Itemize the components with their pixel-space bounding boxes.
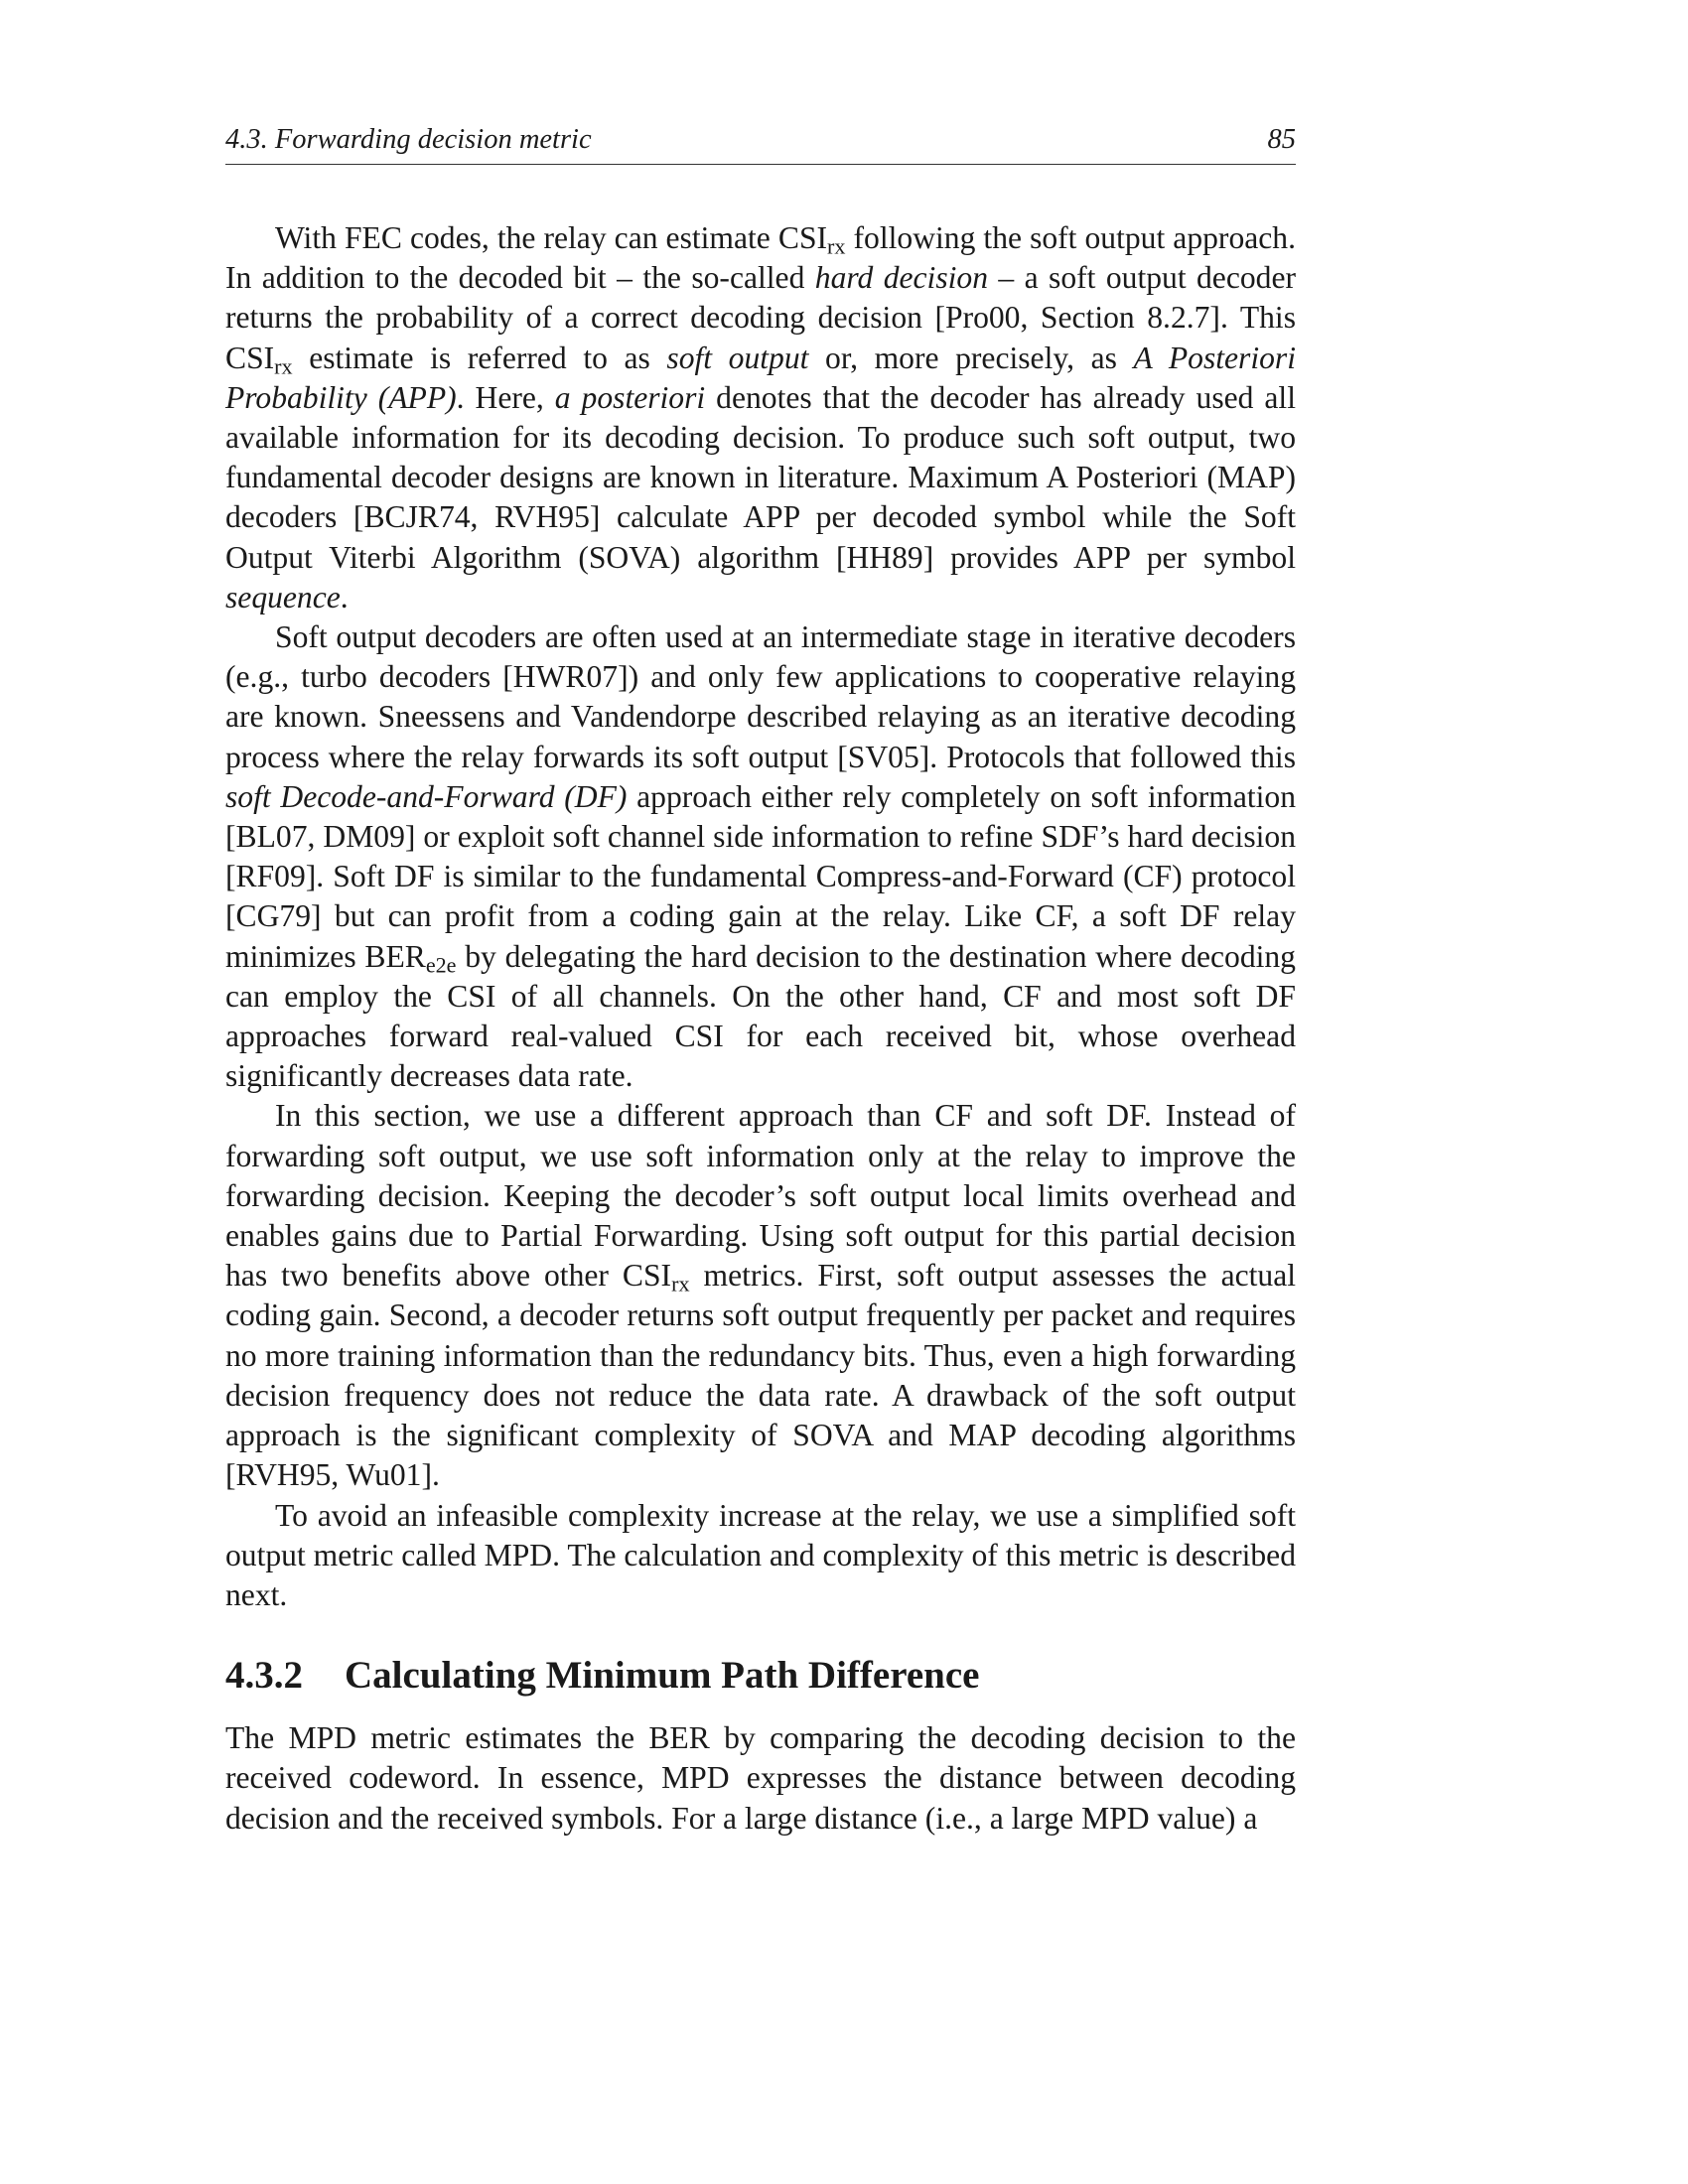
page-number: 85 [1267,124,1296,155]
subscript: rx [274,353,293,379]
text-run: – a soft output decoder returns the probability of a correct decoding decision [Pro00, Section 8.2.7]. This CSI [225,260,1296,375]
header-section-title: 4.3. Forwarding decision metric [225,124,592,155]
text-run: or, more precisely, as [808,340,1134,375]
text-run: The MPD metric estimates the BER by comparing the decoding decision to the received codeword. In essence, MPD expresses the distance between decoding decision and the received symbols. For a large distance (i.e., a large MPD value) a [225,1720,1296,1836]
body-text [225,218,1296,1839]
text-run: . [340,579,349,614]
text-run: To avoid an infeasible complexity increase at the relay, we use a simplified soft output metric called MPD. The calculation and complexity of this metric is described next. [225,1497,1296,1612]
text-run: estimate is referred to as [292,340,667,375]
paragraph-5 [225,1718,1296,1839]
subscript: rx [671,1271,690,1297]
paragraph-1 [225,218,1296,617]
subscript: e2e [425,952,457,978]
text-run: denotes that the decoder has already used all available information for its decoding decision. To produce such soft output, two fundamental decoder designs are known in literature. Maximum A Posteriori (MAP) decoders [BCJR74, RVH95] calculate APP per decoded symbol while the Soft Output Viterbi Algorithm (SOVA) algorithm [HH89] provides APP per symbol [225,379,1296,575]
running-header [225,124,1296,165]
text-run: With FEC codes, the relay can estimate CSI [275,220,828,255]
text-run: approach either rely completely on soft information [BL07, DM09] or exploit soft channel side information to refine SDF’s hard decision [RF09]. Soft DF is similar to the fundamental Compress-and-Forward (CF) protocol [CG79] but can profit from a coding gain at the relay. Like CF, a soft DF relay minimizes BER [225,778,1296,974]
italic-term: soft output [666,340,809,375]
italic-term: sequence [225,579,341,614]
text-run: by delegating the hard decision to the destination where decoding can employ the CSI of all channels. On the other hand, CF and most soft DF approaches forward real-valued CSI for each received bit, whose overhead significantly decreases data rate. [225,938,1296,1094]
text-run: . Here, [456,379,555,415]
paragraph-3 [225,1096,1296,1495]
italic-term: A Posteriori Probability (APP) [225,340,1296,415]
text-run: In this section, we use a different approach than CF and soft DF. Instead of forwarding soft output, we use soft information only at the relay to improve the forwarding decision. Keeping the decoder’s soft output local limits overhead and enables gains due to Partial Forwarding. Using soft output for this partial decision has two benefits above other CSI [225,1098,1296,1294]
section-number: 4.3.2 [225,1654,303,1698]
italic-term: hard decision [814,260,988,296]
section-title: Calculating Minimum Path Difference [345,1654,980,1698]
section-heading [225,1653,1296,1699]
text-run: metrics. First, soft output assesses the actual coding gain. Second, a decoder returns soft output frequently per packet and requires no more training information than the redundancy bits. Thus, even a high forwarding decision frequency does not reduce the data rate. A drawback of the soft output approach is the significant complexity of SOVA and MAP decoding algorithms [RVH95, Wu01]. [225,1258,1296,1493]
subscript: rx [827,233,846,259]
italic-term: soft Decode-and-Forward (DF) [225,778,628,814]
paragraph-2 [225,617,1296,1096]
italic-term: a posteriori [554,379,706,415]
paragraph-4 [225,1496,1296,1616]
text-run: Soft output decoders are often used at an intermediate stage in iterative decoders (e.g., turbo decoders [HWR07]) and only few applications to cooperative relaying are known. Sneessens and Vandendorpe described relaying as an iterative decoding process where the relay forwards its soft output [SV05]. Protocols that followed this [225,619,1296,774]
text-run: following the soft output approach. In addition to the decoded bit – the so-called [225,220,1296,296]
